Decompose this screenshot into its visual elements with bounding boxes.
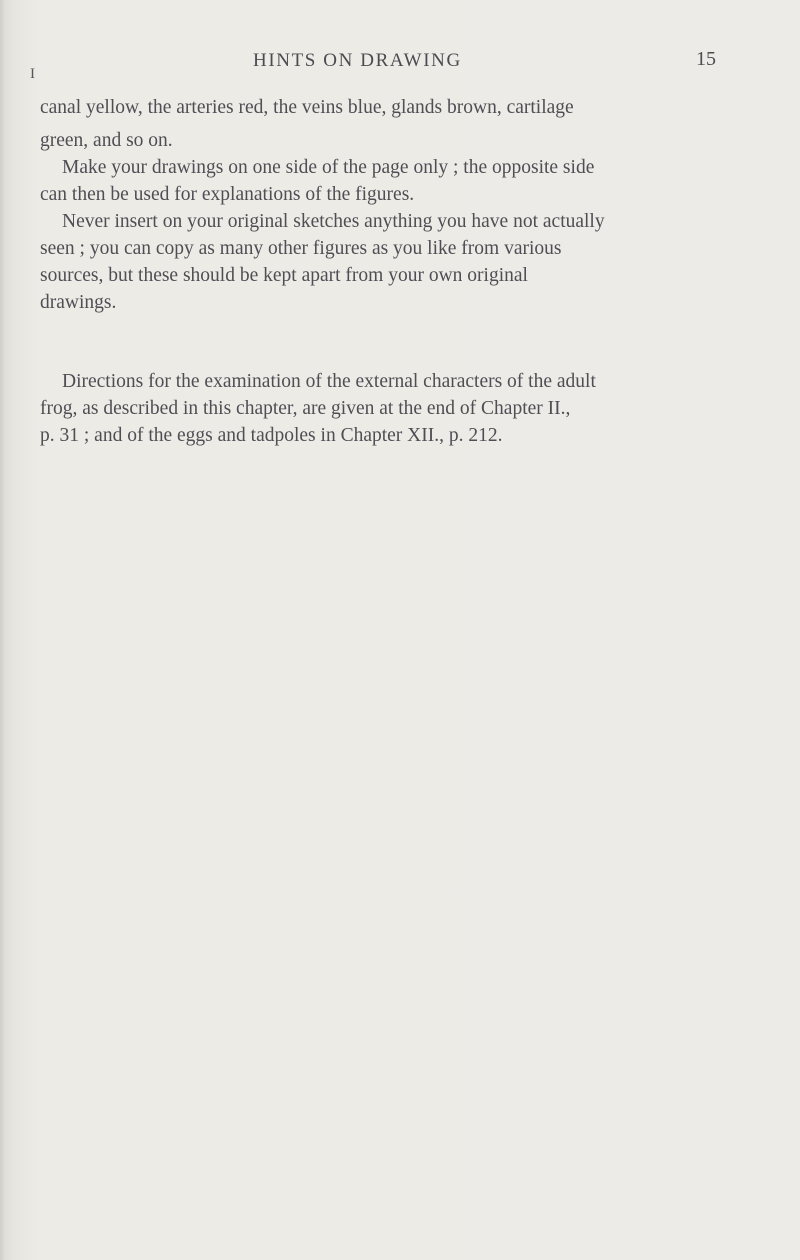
paragraph-directions <box>40 371 770 449</box>
running-title: HINTS ON DRAWING <box>253 50 462 71</box>
page-number: 15 <box>696 48 716 70</box>
paragraph-drawing-hints <box>40 84 770 316</box>
page-binding-edge <box>0 0 6 1260</box>
text-line: p. 31 ; and of the eggs and tadpoles in Chapter XII., p. 212. <box>40 425 503 446</box>
text-line: sources, but these should be kept apart from your own original <box>40 265 528 286</box>
text-line: frog, as described in this chapter, are given at the end of Chapter II., <box>40 398 571 419</box>
text-line: Directions for the examination of the external characters of the adult <box>62 371 596 392</box>
text-line: drawings. <box>40 292 117 313</box>
text-line: green, and so on. <box>40 130 173 151</box>
text-line: seen ; you can copy as many other figures as you like from various <box>40 238 562 259</box>
text-line: Make your drawings on one side of the page only ; the opposite side <box>62 157 595 178</box>
section-mark: I <box>30 66 35 82</box>
text-line: Never insert on your original sketches anything you have not actually <box>62 211 605 232</box>
text-line: can then be used for explanations of the figures. <box>40 184 415 205</box>
page-header <box>0 48 800 88</box>
text-line: canal yellow, the arteries red, the veins blue, glands brown, cartilage <box>40 97 574 118</box>
